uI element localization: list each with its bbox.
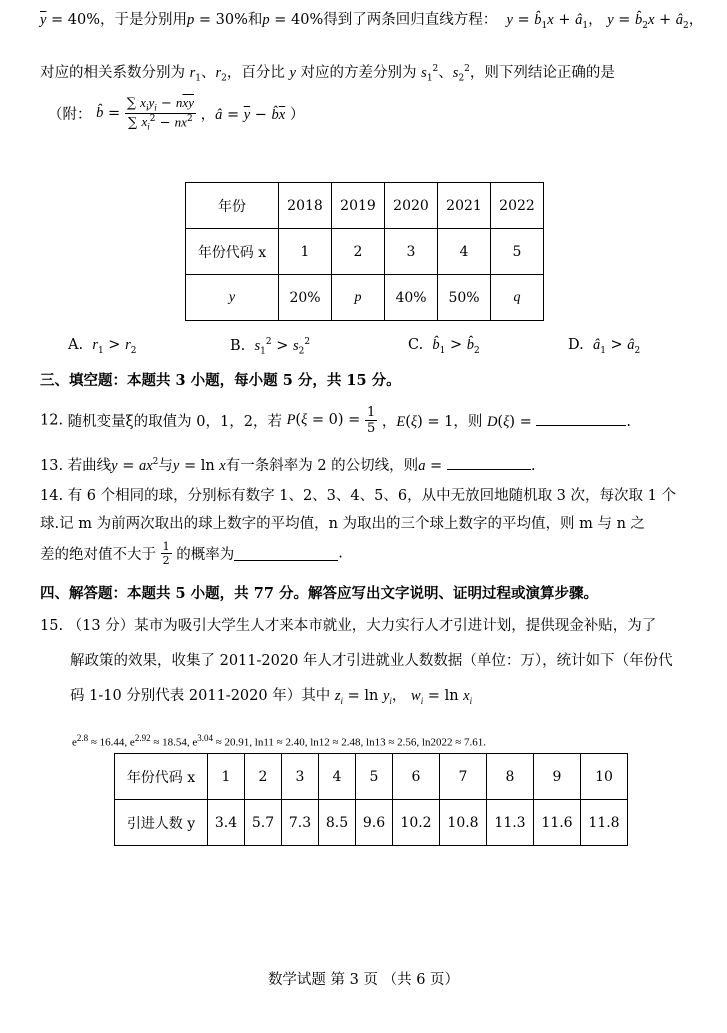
table-cell: 3 [385,229,438,275]
table-cell: q [491,275,544,321]
table-cell: 2 [332,229,385,275]
table-cell: 7 [440,754,487,800]
table-cell: 9.6 [356,800,393,846]
table-cell: 8 [487,754,534,800]
table-cell: y [186,275,279,321]
intro-line-2: 对应的相关系数分别为 $r_1$、$r_2$，百分比 y 对应的方差分别为 $s_1^2$、$s_2^2$，则下列结论正确的是 [40,64,615,84]
table-cell: 1 [279,229,332,275]
table-cell: 4 [319,754,356,800]
table-cell: 3.4 [208,800,245,846]
table-cell: 年份 [186,183,279,229]
table-cell: 7.3 [282,800,319,846]
table-cell: 40% [385,275,438,321]
question-15-line-1: 15. （13 分）某市为吸引大学生人才来本市就业，大力实行人才引进计划，提供现金补贴，为了 [40,618,657,634]
table-cell: 年份代码 x [115,754,208,800]
option-a: A. $r_1 > r_2$ [68,337,137,356]
option-b: B. $s_1^2 > s_2^2$ [230,337,311,357]
table-cell: 5.7 [245,800,282,846]
option-d: D. $â_1$ > $â_2$ [568,337,641,356]
table-cell: 4 [438,229,491,275]
table-cell: 9 [534,754,581,800]
table-cell: 2020 [385,183,438,229]
table-cell: 11.8 [581,800,628,846]
table-cell: 3 [282,754,319,800]
talent-table [114,753,628,846]
table-cell: 2 [245,754,282,800]
question-14-line-2: 球.记 m 为前两次取出的球上数字的平均值，n 为取出的三个球上数字的平均值，则 m 与 n 之 [40,516,646,532]
reference-values: $e^{2.8} \approx 16.44$, $e^{2.92} \approx 18.54$, $e^{3.04} \approx 20.91$, ln11 ≈ 2.40, ln12 ≈ 2.48, ln13 ≈ 2.56, ln2022 ≈ 7.61. [72,733,486,749]
table-cell: 2022 [491,183,544,229]
table-cell: 2018 [279,183,332,229]
question-15-line-3: 码 1-10 分别代表 2011-2020 年）其中 $z_i = \ln y_i$， $w_i = \ln x_i$ [70,688,473,706]
table-cell: 10 [581,754,628,800]
table-cell: 年份代码 x [186,229,279,275]
option-c: C. $b̂_1$ > $b̂_2$ [408,337,480,356]
table-cell: 11.6 [534,800,581,846]
table-cell: 5 [356,754,393,800]
intro-line-1: $\overline{y} = 40\%$，于是分别用p = 30%和p = 40%得到了两条回归直线方程： $y = b̂_1x$ + $â_1$， $y = b̂_2x$ + $â_2$， [40,12,704,31]
table-cell: 6 [393,754,440,800]
table-cell: 10.8 [440,800,487,846]
table-cell: 2019 [332,183,385,229]
section-4-heading: 四、解答题：本题共 5 小题，共 77 分。解答应写出文字说明、证明过程或演算步骤。 [40,585,598,602]
appendix-formula: （附： b̂ = $\frac{\sum x_iy_i - n\overline{x}\overline{y}}{\sum x_i^2 - n\overline{x}^2}$ ，â = $\overline{y}$ − $b̂\overline{x}$ ） [48,95,305,132]
table-cell: 引进人数 y [115,800,208,846]
table-cell: 1 [208,754,245,800]
table-cell: 20% [279,275,332,321]
question-13: 13. 若曲线$y = ax^2$与y = ln x有一条斜率为 2 的公切线，则a = . [40,452,535,476]
page-footer: 数学试题 第 3 页 （共 6 页） [267,972,460,988]
table-cell: 2021 [438,183,491,229]
question-15-line-2: 解政策的效果，收集了 2011-2020 年人才引进就业人数数据（单位：万），统计如下（年份代 [70,653,673,669]
table-cell: p [332,275,385,321]
table-cell: 11.3 [487,800,534,846]
question-12: 12. 随机变量ξ的取值为 0，1，2，若 P(ξ = 0) = $\frac{1}{5}$ ，E(ξ) = 1，则 D(ξ) = . [40,405,631,436]
section-3-heading: 三、填空题：本题共 3 小题，每小题 5 分，共 15 分。 [40,372,401,389]
table-cell: 8.5 [319,800,356,846]
table-cell: 50% [438,275,491,321]
question-14-line-1: 14. 有 6 个相同的球，分别标有数字 1、2、3、4、5、6，从中无放回地随机取 3 次，每次取 1 个 [40,488,676,504]
table-cell: 10.2 [393,800,440,846]
table-cell: 5 [491,229,544,275]
year-table [185,182,544,321]
question-14-line-3: 差的绝对值不大于 $\frac{1}{2}$ 的概率为 . [40,540,343,567]
